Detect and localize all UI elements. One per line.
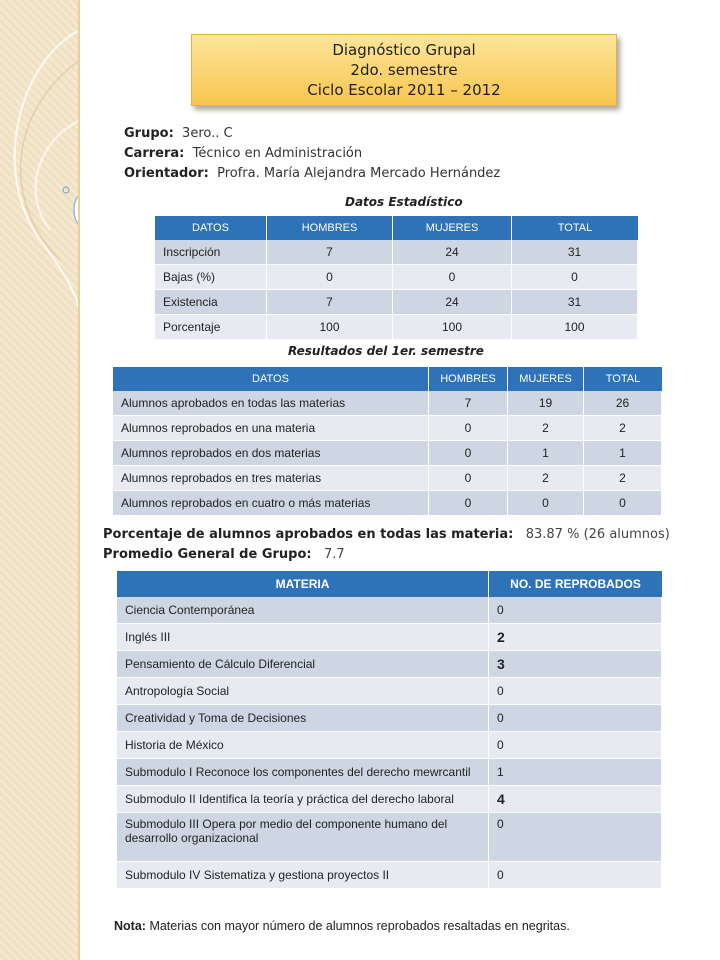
porcentaje-line: [103, 527, 670, 542]
table-row: [155, 290, 638, 315]
carrera-label: Carrera:: [124, 146, 185, 161]
subject-name: Ciencia Contemporánea: [117, 597, 489, 624]
table-row: [117, 759, 662, 786]
orientador-label: Orientador:: [124, 166, 209, 181]
subject-name: Submodulo II Identifica la teoría y práctica del derecho laboral: [117, 786, 489, 813]
results-cell: Alumnos reprobados en una materia: [113, 416, 429, 441]
stats-cell: 31: [512, 240, 638, 265]
table-row: [117, 651, 662, 678]
results-cell: Alumnos reprobados en dos materias: [113, 441, 429, 466]
stats-header-datos: DATOS: [155, 216, 267, 240]
results-cell: 1: [508, 441, 584, 466]
table-row: [117, 786, 662, 813]
table-row: [117, 678, 662, 705]
stats-cell: 0: [267, 265, 393, 290]
table-row: [117, 597, 662, 624]
stats-header-hombres: HOMBRES: [267, 216, 393, 240]
stats-cell: 7: [267, 290, 393, 315]
subject-count: 0: [489, 732, 662, 759]
table-row: [113, 416, 662, 441]
subject-count: 4: [489, 786, 662, 813]
carrera-line: [124, 146, 362, 161]
porcentaje-label: Porcentaje de alumnos aprobados en todas las materia:: [103, 527, 514, 542]
results-header-row: [113, 367, 662, 391]
footnote-text: Materias con mayor número de alumnos reprobados resaltadas en negritas.: [149, 919, 570, 933]
results-cell: 2: [584, 416, 662, 441]
title-line-2: 2do. semestre: [350, 61, 458, 79]
stats-cell: 0: [512, 265, 638, 290]
results-cell: Alumnos reprobados en cuatro o más materias: [113, 491, 429, 516]
swirl-decoration: [0, 0, 80, 960]
results-caption: Resultados del 1er. semestre: [288, 344, 484, 358]
table-row: [117, 732, 662, 759]
stats-cell: 7: [267, 240, 393, 265]
grupo-value: 3ero.. C: [182, 126, 233, 141]
results-cell: 0: [508, 491, 584, 516]
grupo-line: [124, 126, 233, 141]
results-header-datos: DATOS: [113, 367, 429, 391]
stats-header-mujeres: MUJERES: [393, 216, 512, 240]
stats-cell: Inscripción: [155, 240, 267, 265]
title-banner: [191, 34, 617, 106]
table-row: [117, 624, 662, 651]
table-row: [113, 441, 662, 466]
table-row: [113, 391, 662, 416]
table-row: [155, 315, 638, 340]
stats-cell: 24: [393, 290, 512, 315]
subject-count: 2: [489, 624, 662, 651]
results-header-mujeres: MUJERES: [508, 367, 584, 391]
stats-cell: 0: [393, 265, 512, 290]
results-cell: 0: [429, 441, 508, 466]
subject-name: Antropología Social: [117, 678, 489, 705]
stats-cell: 100: [512, 315, 638, 340]
results-cell: 26: [584, 391, 662, 416]
results-table: [113, 367, 662, 516]
subject-name: Submodulo III Opera por medio del componente humano del desarrollo organizacional: [117, 813, 489, 862]
table-row: [113, 491, 662, 516]
subjects-header-reprobados: NO. DE REPROBADOS: [489, 571, 662, 597]
stats-cell: Porcentaje: [155, 315, 267, 340]
promedio-label: Promedio General de Grupo:: [103, 547, 312, 562]
porcentaje-value: 83.87 % (26 alumnos): [525, 527, 670, 542]
subject-name: Creatividad y Toma de Decisiones: [117, 705, 489, 732]
table-row: [155, 265, 638, 290]
subject-count: 0: [489, 678, 662, 705]
table-row: [117, 862, 662, 889]
results-cell: 7: [429, 391, 508, 416]
subject-count: 0: [489, 597, 662, 624]
table-row: [117, 705, 662, 732]
results-cell: 0: [429, 416, 508, 441]
results-header-total: TOTAL: [584, 367, 662, 391]
table-row: [117, 813, 662, 862]
footnote-label: Nota:: [114, 919, 146, 933]
promedio-value: 7.7: [324, 547, 345, 562]
stats-cell: Existencia: [155, 290, 267, 315]
subject-name: Pensamiento de Cálculo Diferencial: [117, 651, 489, 678]
carrera-value: Técnico en Administración: [192, 146, 363, 161]
results-cell: 0: [584, 491, 662, 516]
table-row: [155, 240, 638, 265]
promedio-line: [103, 547, 345, 562]
subject-name: Submodulo I Reconoce los componentes del derecho mewrcantil: [117, 759, 489, 786]
stats-cell: 31: [512, 290, 638, 315]
subjects-header-materia: MATERIA: [117, 571, 489, 597]
decorative-sidebar: [0, 0, 80, 960]
subject-name: Inglés III: [117, 624, 489, 651]
subject-name: Submodulo IV Sistematiza y gestiona proyectos II: [117, 862, 489, 889]
subject-name: Historia de México: [117, 732, 489, 759]
title-line-3: Ciclo Escolar 2011 – 2012: [307, 81, 501, 99]
footnote: [114, 919, 570, 933]
subject-count: 0: [489, 862, 662, 889]
stats-cell: 24: [393, 240, 512, 265]
stats-header-total: TOTAL: [512, 216, 638, 240]
table-row: [113, 466, 662, 491]
results-cell: 0: [429, 491, 508, 516]
results-cell: 2: [508, 466, 584, 491]
subject-count: 1: [489, 759, 662, 786]
subjects-table: [117, 571, 662, 889]
results-cell: 2: [508, 416, 584, 441]
results-cell: 19: [508, 391, 584, 416]
subject-count: 0: [489, 705, 662, 732]
results-cell: Alumnos reprobados en tres materias: [113, 466, 429, 491]
stats-table: [155, 216, 638, 340]
orientador-line: [124, 166, 500, 181]
results-cell: 2: [584, 466, 662, 491]
stats-cell: 100: [393, 315, 512, 340]
subject-count: 0: [489, 813, 662, 862]
stats-cell: Bajas (%): [155, 265, 267, 290]
subjects-header-row: [117, 571, 662, 597]
stats-caption: Datos Estadístico: [345, 195, 463, 209]
subject-count: 3: [489, 651, 662, 678]
results-header-hombres: HOMBRES: [429, 367, 508, 391]
stats-cell: 100: [267, 315, 393, 340]
results-cell: 1: [584, 441, 662, 466]
title-line-1: Diagnóstico Grupal: [332, 41, 476, 59]
grupo-label: Grupo:: [124, 126, 174, 141]
stats-header-row: [155, 216, 638, 240]
results-cell: Alumnos aprobados en todas las materias: [113, 391, 429, 416]
results-cell: 0: [429, 466, 508, 491]
orientador-value: Profra. María Alejandra Mercado Hernández: [217, 166, 501, 181]
